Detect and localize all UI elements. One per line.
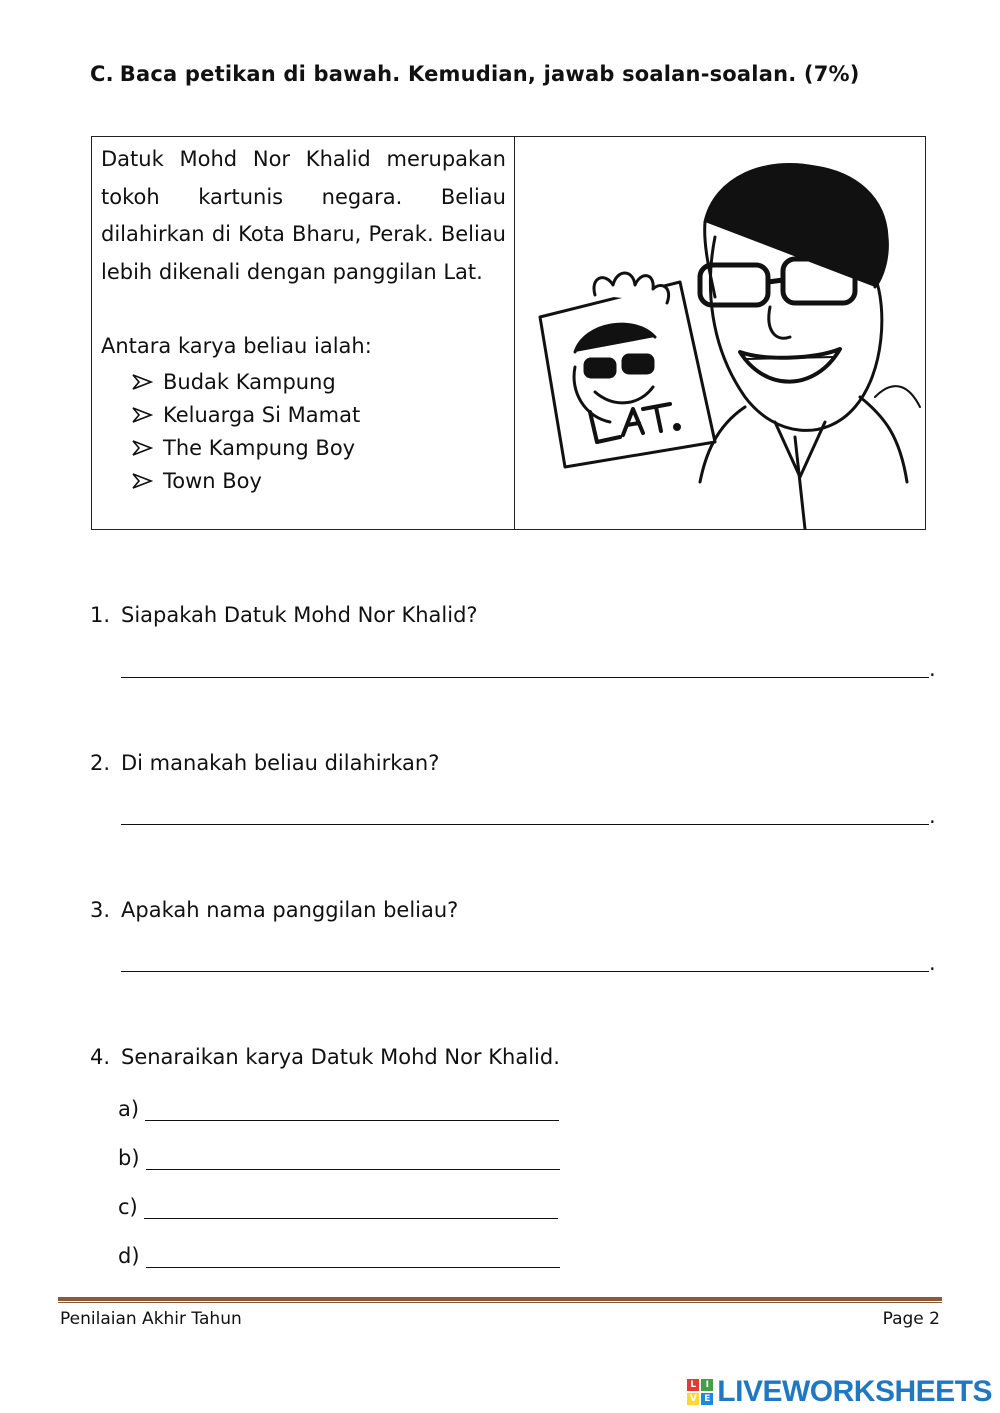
question-3 — [90, 898, 458, 922]
arrow-bullet-icon — [131, 440, 153, 456]
answer-line-1[interactable] — [121, 677, 929, 678]
works-intro: Antara karya beliau ialah: — [101, 334, 372, 358]
question-text: Apakah nama panggilan beliau? — [121, 898, 459, 922]
question-number: 2. — [90, 751, 111, 775]
work-title: Town Boy — [163, 468, 262, 493]
question-1 — [90, 603, 478, 627]
logo-grid-icon — [687, 1379, 713, 1405]
section-instruction: Baca petikan di bawah. Kemudian, jawab soalan-soalan. (7%) — [119, 62, 860, 86]
answer-line-c[interactable] — [144, 1200, 558, 1219]
sub-answer-c — [118, 1195, 558, 1219]
cartoonist-illustration — [515, 137, 925, 529]
question-4 — [90, 1045, 560, 1069]
line-end-dot: . — [929, 657, 936, 681]
sub-label: c) — [118, 1195, 138, 1219]
logo-cell: E — [701, 1393, 713, 1405]
sub-answer-d — [118, 1244, 560, 1268]
question-text: Siapakah Datuk Mohd Nor Khalid? — [121, 603, 478, 627]
sub-label: d) — [118, 1244, 140, 1268]
footer-rule-thin — [58, 1302, 942, 1303]
logo-cell: V — [687, 1393, 699, 1405]
question-2 — [90, 751, 439, 775]
line-end-dot: . — [929, 951, 936, 975]
section-heading — [90, 62, 860, 86]
liveworksheets-logo[interactable] — [687, 1375, 992, 1409]
page-label: Page — [882, 1309, 924, 1329]
footer-title: Penilaian Akhir Tahun — [60, 1309, 242, 1329]
work-title: Keluarga Si Mamat — [163, 402, 361, 427]
work-title: Budak Kampung — [163, 369, 336, 394]
arrow-bullet-icon — [131, 473, 153, 489]
cartoon-image-cell — [515, 137, 925, 529]
answer-line-3[interactable] — [121, 971, 929, 972]
answer-line-2[interactable] — [121, 824, 929, 825]
section-letter: C. — [90, 62, 114, 86]
line-end-dot: . — [929, 804, 936, 828]
footer-rule — [58, 1297, 942, 1301]
answer-line-b[interactable] — [146, 1151, 560, 1170]
works-list — [101, 366, 506, 498]
sub-answer-b — [118, 1146, 560, 1170]
question-text: Di manakah beliau dilahirkan? — [121, 751, 440, 775]
list-item — [131, 366, 506, 399]
work-title: The Kampung Boy — [163, 435, 356, 460]
footer-page — [883, 1309, 940, 1329]
list-item — [131, 432, 506, 465]
question-text: Senaraikan karya Datuk Mohd Nor Khalid. — [121, 1045, 560, 1069]
logo-cell: L — [687, 1379, 699, 1391]
arrow-bullet-icon — [131, 407, 153, 423]
logo-cell: I — [701, 1379, 713, 1391]
answer-line-a[interactable] — [145, 1102, 559, 1121]
sub-answer-a — [118, 1097, 559, 1121]
passage-text-cell — [92, 137, 515, 529]
brand-name: LIVEWORKSHEETS — [717, 1375, 992, 1408]
answer-line-d[interactable] — [146, 1249, 560, 1268]
arrow-bullet-icon — [131, 374, 153, 390]
sub-label: b) — [118, 1146, 140, 1170]
list-item — [131, 399, 506, 432]
passage-table — [91, 136, 926, 530]
question-number: 3. — [90, 898, 111, 922]
question-number: 1. — [90, 603, 111, 627]
question-number: 4. — [90, 1045, 111, 1069]
list-item — [131, 465, 506, 498]
page-number: 2 — [929, 1309, 940, 1329]
passage-paragraph: Datuk Mohd Nor Khalid merupakan tokoh kartunis negara. Beliau dilahirkan di Kota Bharu, Perak. Beliau lebih dikenali dengan panggilan Lat. — [101, 147, 506, 284]
sub-label: a) — [118, 1097, 140, 1121]
